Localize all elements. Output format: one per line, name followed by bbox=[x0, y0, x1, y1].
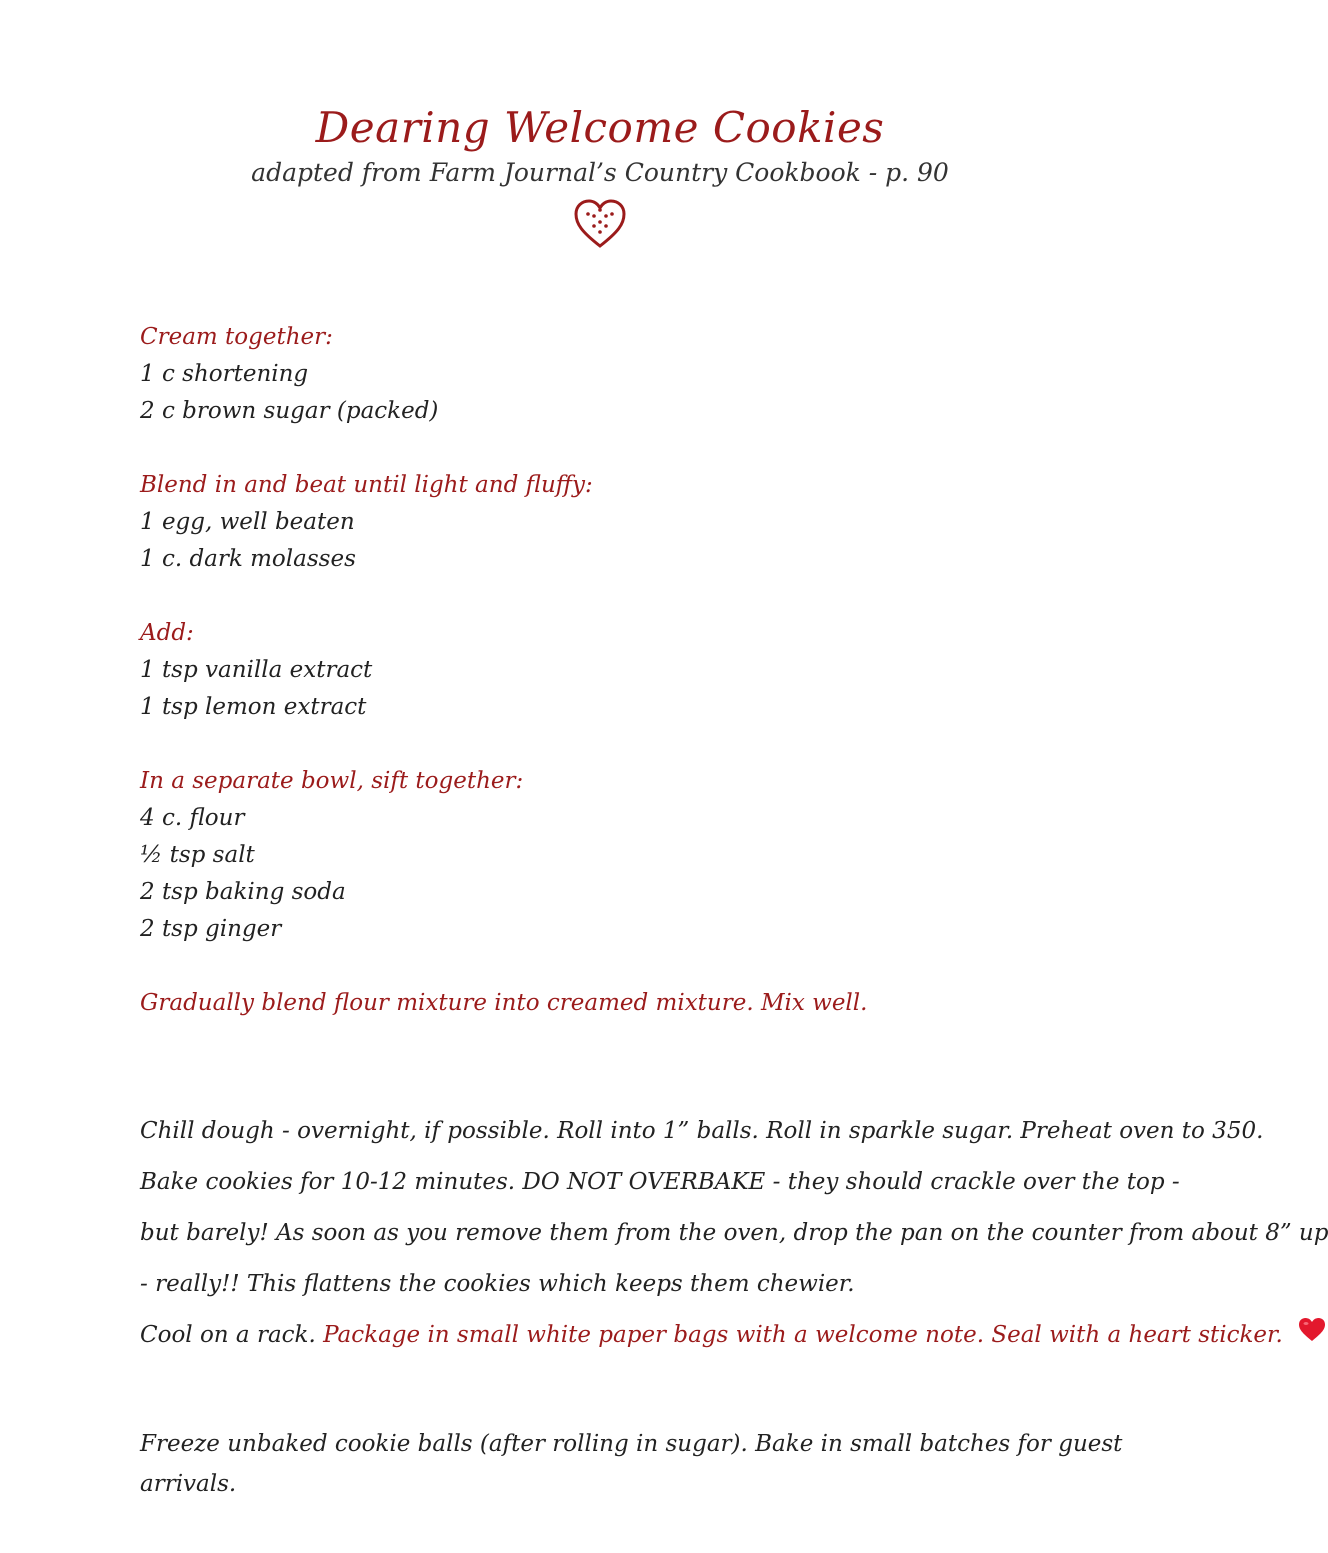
instruction-line: - really!! This flattens the cookies which keeps them chewier. bbox=[140, 1271, 855, 1297]
package-instruction: Package in small white paper bags with a welcome note. Seal with a heart sticker. bbox=[323, 1322, 1283, 1348]
section-gradually bbox=[140, 984, 1040, 1022]
section-heading: Gradually blend flour mixture into creamed mixture. Mix well. bbox=[140, 990, 868, 1016]
freeze-note: Freeze unbaked cookie balls (after rolling in sugar). Bake in small batches for guest arrivals. bbox=[140, 1431, 1123, 1497]
ingredient-item: ½ tsp salt bbox=[140, 842, 255, 868]
ingredient-item: 1 c. dark molasses bbox=[140, 546, 356, 572]
instruction-line: but barely! As soon as you remove them from the oven, drop the pan on the counter from about 8” up bbox=[140, 1220, 1328, 1246]
ingredient-item: 1 c shortening bbox=[140, 361, 309, 387]
section-heading: Blend in and beat until light and fluffy: bbox=[140, 472, 593, 498]
instruction-line bbox=[140, 1310, 1283, 1362]
section-heading: Cream together: bbox=[140, 324, 333, 350]
section-heading: Add: bbox=[140, 620, 194, 646]
ingredient-item: 1 egg, well beaten bbox=[140, 509, 355, 535]
section-blend bbox=[140, 466, 1040, 578]
recipe-header bbox=[0, 100, 1200, 256]
ingredient-item: 1 tsp lemon extract bbox=[140, 694, 367, 720]
section-add bbox=[140, 614, 1040, 726]
instruction-line: Bake cookies for 10-12 minutes. DO NOT OVERBAKE - they should crackle over the top - bbox=[140, 1169, 1180, 1195]
ingredients bbox=[140, 318, 1040, 1058]
red-heart-icon bbox=[1298, 1311, 1326, 1362]
ingredient-item: 4 c. flour bbox=[140, 805, 245, 831]
recipe-title: Dearing Welcome Cookies bbox=[315, 103, 885, 152]
instruction-line: Chill dough - overnight, if possible. Roll into 1” balls. Roll in sparkle sugar. Preheat oven to 350. bbox=[140, 1118, 1264, 1144]
cool-instruction: Cool on a rack. bbox=[140, 1322, 316, 1348]
section-heading: In a separate bowl, sift together: bbox=[140, 768, 524, 794]
ingredient-item: 2 tsp baking soda bbox=[140, 879, 346, 905]
recipe-source: adapted from Farm Journal’s Country Cookbook - p. 90 bbox=[251, 158, 949, 187]
ingredient-item: 1 tsp vanilla extract bbox=[140, 657, 373, 683]
ingredient-item: 2 tsp ginger bbox=[140, 916, 282, 942]
decorative-heart-icon bbox=[0, 196, 1200, 256]
section-cream bbox=[140, 318, 1040, 430]
section-sift bbox=[140, 762, 1040, 948]
ingredient-item: 2 c brown sugar (packed) bbox=[140, 398, 439, 424]
baking-instructions bbox=[140, 1106, 1328, 1362]
